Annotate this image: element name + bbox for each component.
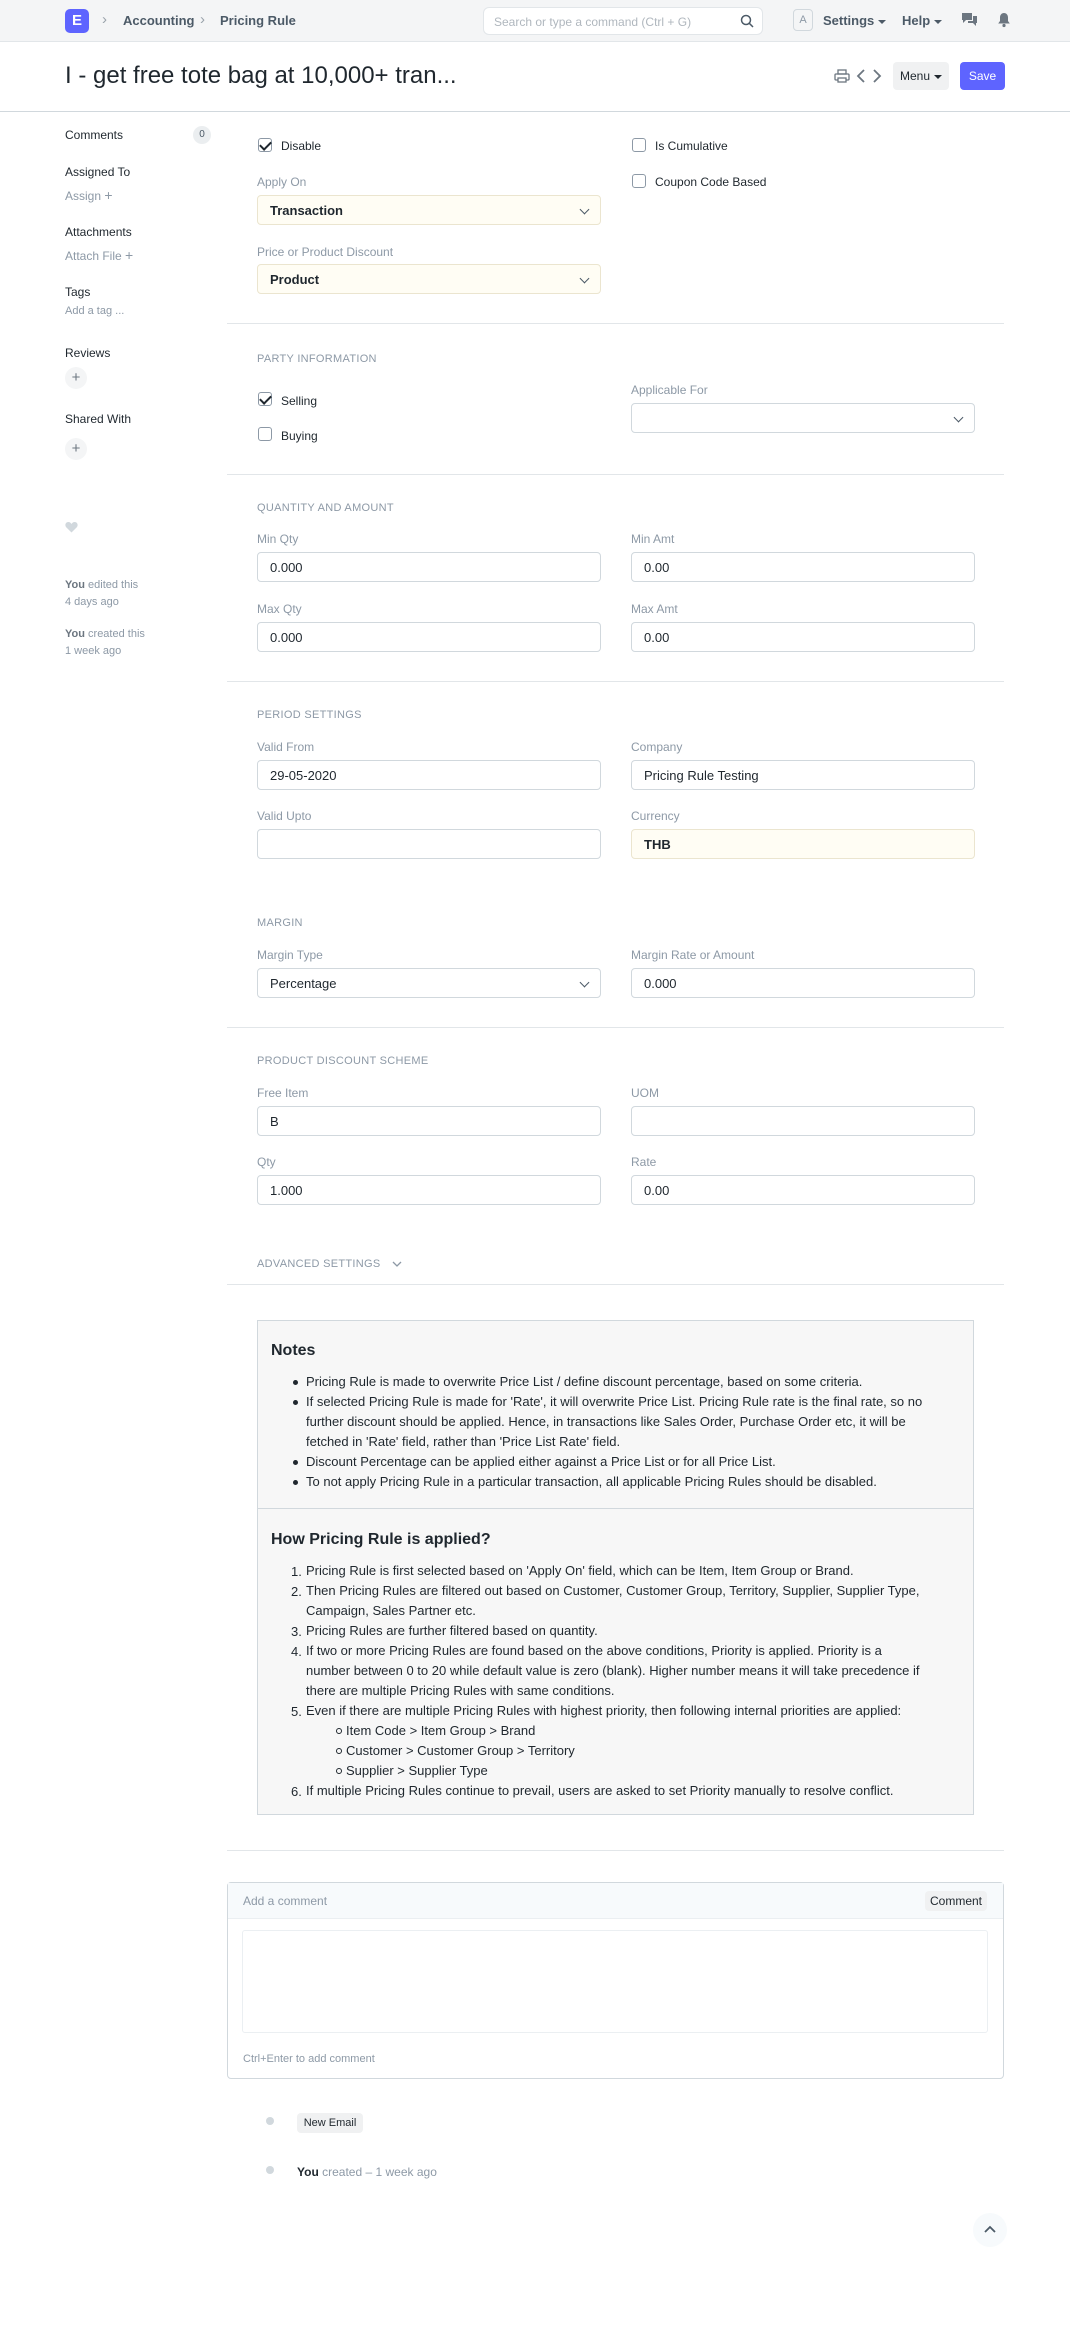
product-discount-heading: PRODUCT DISCOUNT SCHEME [257, 1055, 429, 1067]
margin-type-label: Margin Type [257, 948, 323, 962]
step-number: 3. [291, 1624, 302, 1639]
uom-label: UOM [631, 1086, 659, 1100]
save-button[interactable]: Save [960, 62, 1005, 90]
step-number: 1. [291, 1564, 302, 1579]
applicable-for-select[interactable] [631, 403, 975, 433]
notes-panel [257, 1320, 974, 1815]
section-divider [227, 1027, 1004, 1028]
add-review-button[interactable]: + [65, 367, 87, 389]
disable-checkbox[interactable] [258, 138, 272, 152]
min-amt-label: Min Amt [631, 532, 675, 546]
add-comment-label: Add a comment [243, 1894, 328, 1908]
note-4: To not apply Pricing Rule in a particular transaction, all applicable Pricing Rules should be disabled. [306, 1474, 877, 1489]
selling-checkbox[interactable] [258, 392, 272, 406]
rate-label: Rate [631, 1155, 657, 1169]
note-2-line-1: If selected Pricing Rule is made for 'Rate', it will overwrite Price List. Pricing Rule rate is the final rate, so no [306, 1394, 923, 1409]
notes-divider [258, 1508, 973, 1509]
breadcrumb-accounting[interactable]: Accounting [123, 13, 195, 28]
timeline-dot [266, 2166, 274, 2174]
step-4-line-3: there are multiple Pricing Rules with same conditions. [306, 1683, 615, 1698]
comments-count-badge: 0 [193, 126, 211, 144]
qty-input[interactable]: 1.000 [257, 1175, 601, 1205]
add-share-button[interactable]: + [65, 438, 87, 460]
note-2-line-3: fetched in 'Rate' field, rather than 'Price List Rate' field. [306, 1434, 621, 1449]
hollow-bullet [336, 1768, 342, 1774]
margin-type-value: Percentage [270, 976, 337, 991]
sidebar-shared-with-label: Shared With [65, 412, 132, 426]
section-divider [227, 681, 1004, 682]
chevron-right-icon: › [200, 11, 205, 28]
search-icon [740, 14, 754, 28]
apply-on-value: Transaction [270, 203, 343, 218]
chat-icon[interactable] [961, 12, 978, 27]
sidebar-reviews-label: Reviews [65, 346, 111, 360]
step-5-sub-2: Customer > Customer Group > Territory [346, 1743, 575, 1758]
valid-upto-input[interactable] [257, 829, 601, 859]
step-2-line-1: Then Pricing Rules are filtered out based on Customer, Customer Group, Territory, Supplier, Supplier Type, [306, 1583, 920, 1598]
print-icon[interactable] [834, 69, 850, 83]
section-divider [227, 1284, 1004, 1285]
step-number: 5. [291, 1704, 302, 1719]
bell-icon[interactable] [997, 12, 1011, 28]
apply-on-select[interactable] [257, 195, 601, 225]
comment-box [227, 1882, 1004, 2079]
valid-from-label: Valid From [257, 740, 315, 754]
uom-input[interactable] [631, 1106, 975, 1136]
caret-down-icon [878, 20, 886, 24]
caret-down-icon [934, 75, 942, 79]
help-label: Help [902, 13, 931, 28]
breadcrumb-pricing-rule[interactable]: Pricing Rule [220, 13, 296, 28]
section-divider [227, 1850, 1004, 1851]
previous-icon[interactable] [856, 69, 866, 83]
timeline-created-entry [297, 2165, 437, 2179]
step-number: 2. [291, 1584, 302, 1599]
buying-checkbox[interactable] [258, 427, 272, 441]
sidebar-tags-label: Tags [65, 285, 91, 299]
plus-icon: + [104, 187, 113, 203]
notes-title: Notes [271, 1342, 316, 1359]
margin-rate-label: Margin Rate or Amount [631, 948, 755, 962]
timeline-dot [266, 2117, 274, 2125]
created-actor: You [65, 628, 85, 640]
selling-label: Selling [281, 394, 318, 408]
attach-file-link[interactable] [65, 247, 133, 263]
disable-label: Disable [281, 139, 322, 153]
qty-label: Qty [257, 1155, 276, 1169]
app-logo[interactable]: E [65, 9, 89, 33]
company-label: Company [631, 740, 683, 754]
company-input[interactable]: Pricing Rule Testing [631, 760, 975, 790]
step-1: Pricing Rule is first selected based on 'Apply On' field, which can be Item, Item Group or Brand. [306, 1563, 854, 1578]
hollow-bullet [336, 1728, 342, 1734]
bullet [293, 1480, 298, 1485]
chevron-down-icon [954, 413, 964, 423]
assign-link[interactable] [65, 187, 113, 203]
caret-down-icon [934, 20, 942, 24]
comment-button[interactable]: Comment [925, 1891, 987, 1911]
bullet [293, 1460, 298, 1465]
party-information-heading: PARTY INFORMATION [257, 353, 377, 365]
menu-label: Menu [899, 69, 931, 83]
price-or-product-label: Price or Product Discount [257, 245, 394, 259]
timeline-activity: created – 1 week ago [322, 2165, 437, 2179]
quantity-amount-heading: QUANTITY AND AMOUNT [257, 502, 394, 514]
note-3: Discount Percentage can be applied either against a Price List or for all Price List. [306, 1454, 776, 1469]
search-input[interactable] [483, 7, 763, 35]
comment-textarea[interactable] [242, 1930, 988, 2033]
period-settings-heading: PERIOD SETTINGS [257, 709, 362, 721]
sidebar-attachments-label: Attachments [65, 225, 132, 239]
advanced-settings-label: ADVANCED SETTINGS [257, 1258, 381, 1270]
created-activity [65, 626, 145, 660]
edited-activity [65, 577, 138, 611]
sidebar-assigned-to-label: Assigned To [65, 165, 131, 179]
margin-heading: MARGIN [257, 917, 303, 929]
step-3: Pricing Rules are further filtered based on quantity. [306, 1623, 598, 1638]
how-pricing-rule-title: How Pricing Rule is applied? [271, 1531, 491, 1548]
new-email-button[interactable]: New Email [297, 2113, 363, 2133]
settings-label: Settings [823, 13, 875, 28]
free-item-label: Free Item [257, 1086, 309, 1100]
step-2-line-2: Campaign, Sales Partner etc. [306, 1603, 476, 1618]
margin-type-select[interactable] [257, 968, 601, 998]
step-5-sub-3: Supplier > Supplier Type [346, 1763, 488, 1778]
max-amt-input[interactable]: 0.00 [631, 622, 975, 652]
assign-label: Assign [65, 189, 102, 203]
step-number: 6. [291, 1784, 302, 1799]
chevron-right-icon: › [102, 11, 107, 28]
margin-rate-input[interactable]: 0.000 [631, 968, 975, 998]
applicable-for-label: Applicable For [631, 383, 708, 397]
next-icon[interactable] [872, 69, 882, 83]
section-divider [227, 474, 1004, 475]
menu-button[interactable] [893, 62, 949, 90]
min-qty-input[interactable]: 0.000 [257, 552, 601, 582]
heart-icon[interactable] [65, 521, 78, 533]
hollow-bullet [336, 1748, 342, 1754]
edited-actor: You [65, 579, 85, 591]
edited-when: 4 days ago [65, 596, 119, 608]
apply-on-label: Apply On [257, 175, 307, 189]
max-qty-label: Max Qty [257, 602, 302, 616]
attach-file-label: Attach File [65, 249, 122, 263]
currency-label: Currency [631, 809, 680, 823]
comment-header [228, 1883, 1003, 1919]
plus-icon: + [125, 247, 134, 263]
advanced-settings-toggle[interactable] [257, 1255, 402, 1270]
valid-from-input[interactable]: 29-05-2020 [257, 760, 601, 790]
chevron-down-icon [580, 274, 590, 284]
navbar [0, 0, 1070, 42]
valid-upto-label: Valid Upto [257, 809, 312, 823]
bullet [293, 1380, 298, 1385]
note-1: Pricing Rule is made to overwrite Price List / define discount percentage, based on some criteria. [306, 1374, 863, 1389]
rate-input[interactable]: 0.00 [631, 1175, 975, 1205]
page-title: I - get free tote bag at 10,000+ tran... [65, 62, 457, 89]
max-amt-label: Max Amt [631, 602, 678, 616]
max-qty-input[interactable]: 0.000 [257, 622, 601, 652]
coupon-code-based-checkbox[interactable] [632, 174, 646, 188]
min-qty-label: Min Qty [257, 532, 299, 546]
help-dropdown[interactable] [902, 13, 942, 28]
is-cumulative-checkbox[interactable] [632, 138, 646, 152]
sidebar-comments-label: Comments [65, 128, 124, 142]
bullet [293, 1400, 298, 1405]
scroll-to-top-button[interactable] [973, 2213, 1007, 2247]
step-5-sub-1: Item Code > Item Group > Brand [346, 1723, 536, 1738]
page-head [0, 42, 1070, 112]
chevron-down-icon [392, 1260, 402, 1268]
avatar[interactable]: A [793, 9, 813, 31]
timeline-actor: You [297, 2165, 319, 2179]
add-tag-link[interactable]: Add a tag ... [65, 305, 125, 317]
step-4-line-2: number between 0 to 20 while default value is zero (blank). Higher number means it will take precedence if [306, 1663, 920, 1678]
chevron-down-icon [580, 205, 590, 215]
chevron-up-icon [984, 2225, 996, 2234]
comment-hint: Ctrl+Enter to add comment [243, 2053, 375, 2065]
search-placeholder: Search or type a command (Ctrl + G) [494, 15, 692, 29]
currency-input[interactable]: THB [631, 829, 975, 859]
free-item-input[interactable]: B [257, 1106, 601, 1136]
settings-dropdown[interactable] [823, 13, 886, 28]
step-number: 4. [291, 1644, 302, 1659]
note-2-line-2: further discount should be applied. Hence, in transactions like Sales Order, Purchase Order etc, it will be [306, 1414, 906, 1429]
created-when: 1 week ago [65, 645, 122, 657]
step-5: Even if there are multiple Pricing Rules with highest priority, then following internal priorities are applied: [306, 1703, 902, 1718]
created-text: created this [88, 628, 145, 640]
edited-text: edited this [88, 579, 139, 591]
is-cumulative-label: Is Cumulative [655, 139, 728, 153]
price-or-product-select[interactable] [257, 264, 601, 294]
section-divider [227, 323, 1004, 324]
buying-label: Buying [281, 429, 318, 443]
step-4-line-1: If two or more Pricing Rules are found based on the above conditions, Priority is applied. Priority is a [306, 1643, 882, 1658]
min-amt-input[interactable]: 0.00 [631, 552, 975, 582]
coupon-code-based-label: Coupon Code Based [655, 175, 767, 189]
step-6: If multiple Pricing Rules continue to prevail, users are asked to set Priority manually to resolve conflict. [306, 1783, 894, 1798]
chevron-down-icon [580, 978, 590, 988]
price-or-product-value: Product [270, 272, 320, 287]
